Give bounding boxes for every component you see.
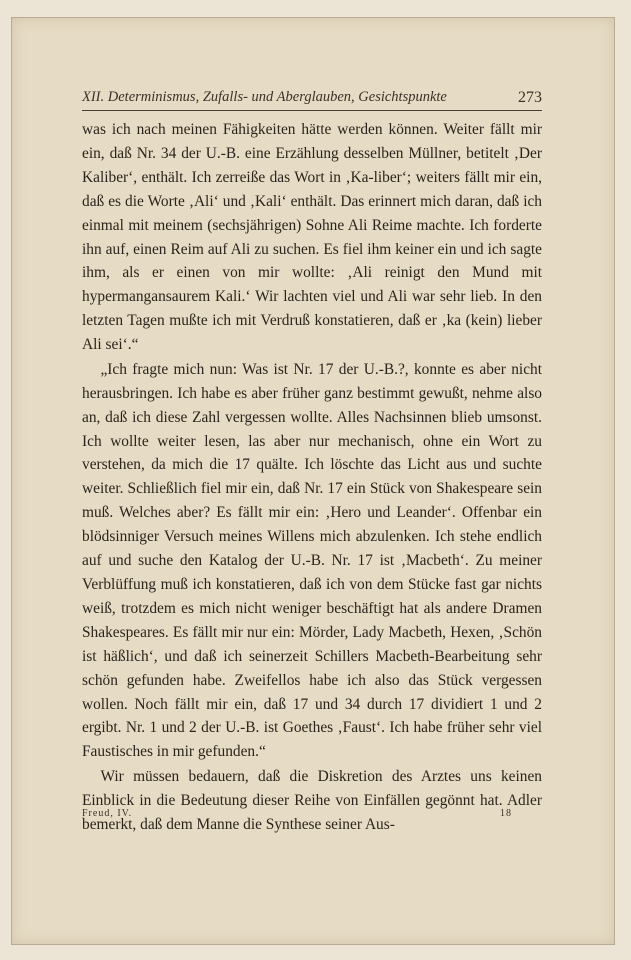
page-number: 273	[518, 89, 542, 106]
paragraph-3: Wir müssen bedauern, daß die Diskretion des Arztes uns keinen Einblick in die Bedeutung dieser Reihe von Einfällen gegönnt hat. Adler bemerkt, daß dem Manne die Synthese seiner Aus-	[82, 768, 542, 833]
running-title: XII. Determinismus, Zufalls- und Aberglauben, Gesichtspunkte	[82, 89, 447, 105]
page-footer	[82, 808, 542, 819]
footer-imprint: Freud, IV.	[82, 808, 133, 819]
paragraph-2: „Ich fragte mich nun: Was ist Nr. 17 der U.-B.?, konnte es aber nicht herausbringen. Ich habe es aber früher ganz bestimmt gewußt, nehme also an, daß ich diese Zahl vergessen wollte. Alles Nachsinnen blieb umsonst. Ich wollte weiter lesen, las aber nur mechanisch, ohne ein Wort zu verstehen, da mich die 17 quälte. Ich löschte das Licht aus und suchte weiter. Schließlich fiel mir ein, daß Nr. 17 ein Stück von Shakespeare sein muß. Welches aber? Es fällt mir ein: ‚Hero und Leander‘. Offenbar ein blödsinniger Versuch meines Willens mich abzulenken. Ich stehe endlich auf und suche den Katalog der U.-B. Nr. 17 ist ‚Macbeth‘. Zu meiner Verblüffung muß ich konstatieren, daß ich von dem Stücke fast gar nichts weiß, trotzdem es mich nicht weniger beschäftigt hat als andere Dramen Shakespeares. Es fällt mir nur ein: Mörder, Lady Macbeth, Hexen, ‚Schön ist häßlich‘, und daß ich seinerzeit Schillers Macbeth-Bearbeitung sehr schön gefunden habe. Zweifellos habe ich also das Stück vergessen wollen. Noch fällt mir ein, daß 17 und 34 durch 17 dividiert 1 und 2 ergibt. Nr. 1 und 2 der U.-B. ist Goethes ‚Faust‘. Ich habe früher sehr viel Faustisches in mir gefunden.“	[82, 360, 542, 761]
body-text	[82, 118, 542, 837]
header-rule	[82, 110, 542, 111]
footer-signature: 18	[500, 808, 512, 819]
running-header	[82, 89, 542, 106]
paragraph-1: was ich nach meinen Fähigkeiten hätte werden können. Weiter fällt mir ein, daß Nr. 34 der U.-B. eine Erzählung desselben Müllner, betitelt ‚Der Kaliber‘, enthält. Ich zerreiße das Wort in ‚Ka-liber‘; weiters fällt mir ein, daß es die Worte ‚Ali‘ und ‚Kali‘ enthält. Das erinnert mich daran, daß ich einmal mit meinem (sechsjährigen) Sohne Ali Reime machte. Ich forderte ihn auf, einen Reim auf Ali zu suchen. Es fiel ihm keiner ein und ich sagte ihm, als er einen von mir wollte: ‚Ali reinigt den Mund mit hypermangansaurem Kali.‘ Wir lachten viel und Ali war sehr lieb. In den letzten Tagen mußte ich mit Verdruß konstatieren, daß er ‚ka (kein) lieber Ali sei‘.“	[82, 121, 542, 354]
